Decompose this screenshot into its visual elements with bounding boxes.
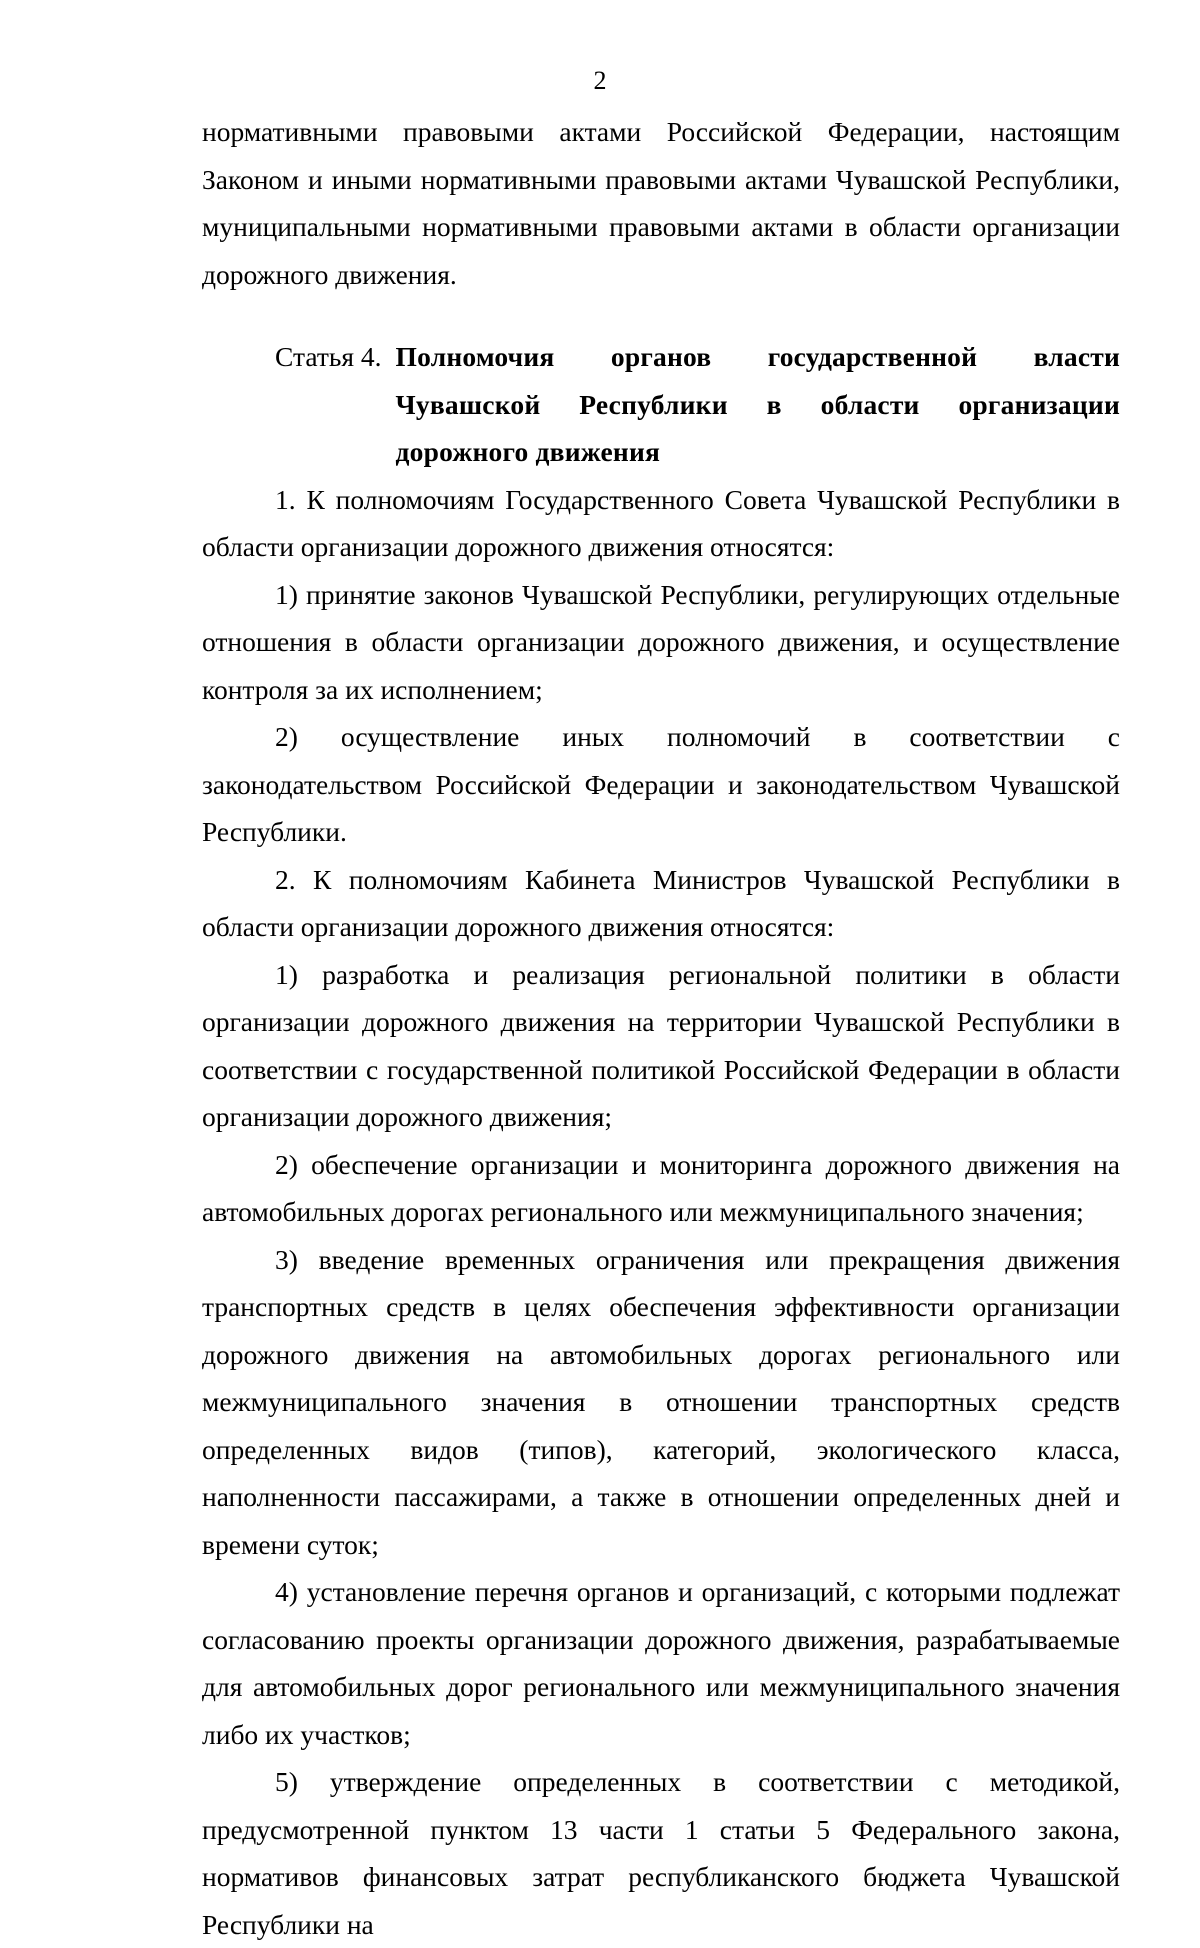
article-title: Полномочия органов государственной власти Чувашской Республики в области организации дорожного движения: [395, 341, 1120, 467]
paragraph-part-2-item-1: 1) разработка и реализация региональной политики в области организации дорожного движения на территории Чувашской Республики в соответствии с государственной политикой Российской Федерации в области организации дорожного движения;: [202, 958, 1120, 1132]
document-body: [202, 108, 1120, 1948]
paragraph-part-2: 2. К полномочиям Кабинета Министров Чувашской Республики в области организации дорожного движения относятся:: [202, 863, 1120, 942]
intro-paragraph: нормативными правовыми актами Российской Федерации, настоящим Законом и иными нормативными правовыми актами Чувашской Республики, муниципальными нормативными правовыми актами в области организации дорожного движения.: [202, 116, 1120, 290]
paragraph-part-1-item-1: 1) принятие законов Чувашской Республики, регулирующих отдельные отношения в области организации дорожного движения, и осуществление контроля за их исполнением;: [202, 578, 1120, 705]
paragraph-part-2-item-5: 5) утверждение определенных в соответствии с методикой, предусмотренной пунктом 13 части 1 статьи 5 Федерального закона, нормативов финансовых затрат республиканского бюджета Чувашской Республики на: [202, 1766, 1120, 1940]
paragraph-part-1: 1. К полномочиям Государственного Совета Чувашской Республики в области организации дорожного движения относятся:: [202, 483, 1120, 562]
article-heading: [275, 333, 1120, 476]
paragraph-part-2-item-2: 2) обеспечение организации и мониторинга дорожного движения на автомобильных дорогах регионального или межмуниципального значения;: [202, 1148, 1120, 1227]
page-number: 2: [593, 66, 607, 95]
article-label: Статья 4.: [275, 341, 382, 372]
paragraph-part-2-item-3: 3) введение временных ограничения или прекращения движения транспортных средств в целях обеспечения эффективности организации дорожного движения на автомобильных дорогах регионального или межмуниципального значения в отношении транспортных средств определенных видов (типов), категорий, экологического класса, наполненности пассажирами, а также в отношении определенных дней и времени суток;: [202, 1243, 1120, 1560]
paragraph-part-2-item-4: 4) установление перечня органов и организаций, с которыми подлежат согласованию проекты организации дорожного движения, разрабатываемые для автомобильных дорог регионального или межмуниципального значения либо их участков;: [202, 1576, 1120, 1750]
paragraph-part-1-item-2: 2) осуществление иных полномочий в соответствии с законодательством Российской Федерации и законодательством Чувашской Республики.: [202, 721, 1120, 847]
